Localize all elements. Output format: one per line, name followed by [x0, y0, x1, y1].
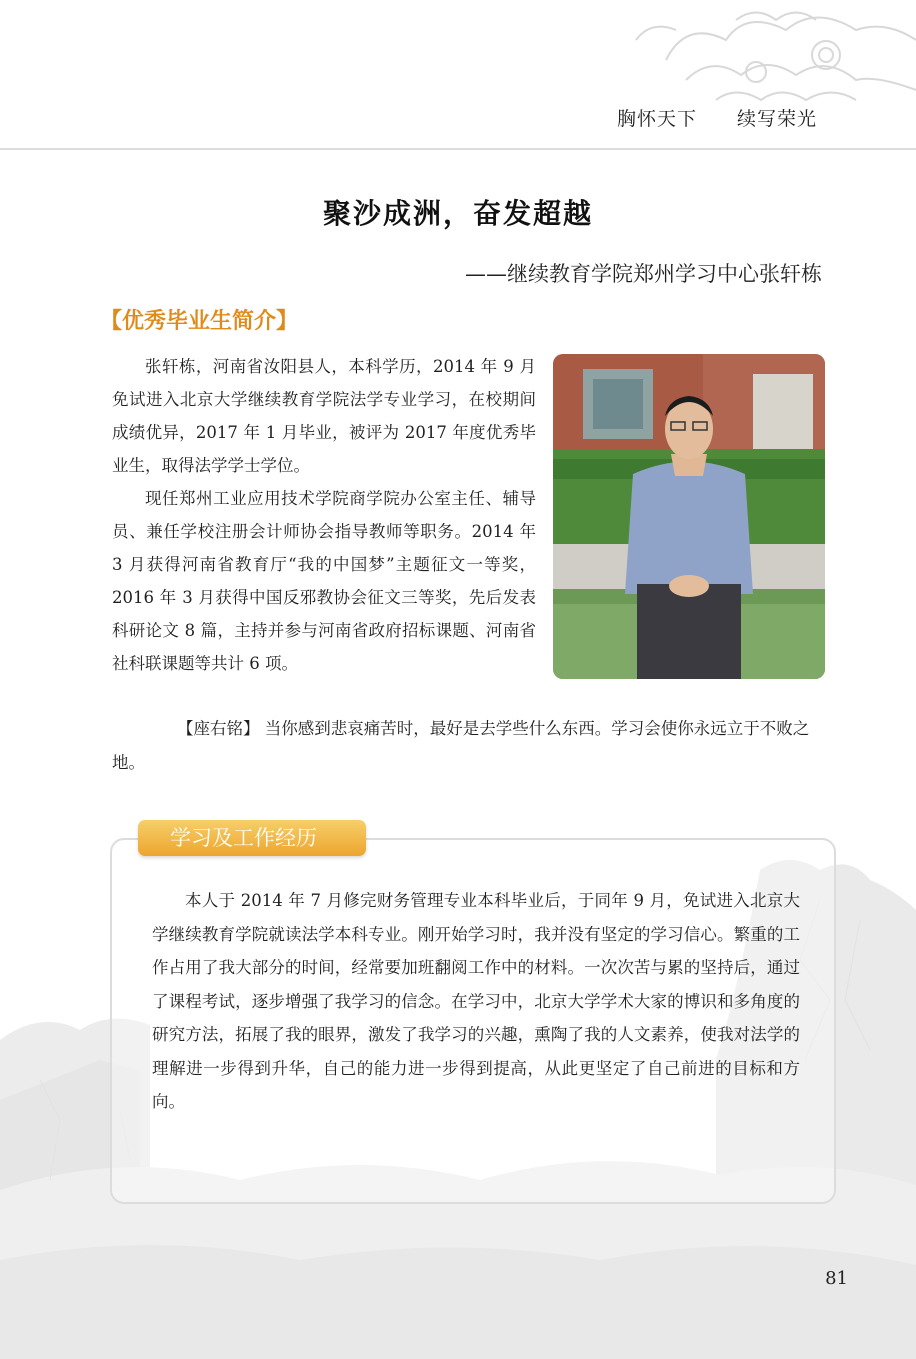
- motto: [112, 712, 832, 780]
- article-title: 聚沙成洲，奋发超越: [322, 197, 593, 230]
- experience-text: 本人于 2014 年 7 月修完财务管理专业本科毕业后，于同年 9 月，免试进入北京大学继续教育学院就读法学本科专业。刚开始学习时，我并没有坚定的学习信心。繁重的工作占用了我大部分的时间，经常要加班翻阅工作中的材料。一次次苦与累的坚持后，通过了课程考试，逐步增强了我学习的信念。在学习中，北京大学学术大家的博识和多角度的研究方法，拓展了我的眼界，激发了我学习的兴趣，熏陶了我的人文素养，使我对法学的理解进一步得到升华，自己的能力进一步得到提高，从此更坚定了自己前进的目标和方向。: [152, 891, 800, 1111]
- header-slogan-left: 胸怀天下: [617, 108, 698, 130]
- graduate-bio: [112, 350, 536, 680]
- page-number: 81: [825, 1268, 848, 1289]
- experience-section-tab: 学习及工作经历: [138, 820, 366, 856]
- intro-section-tag: 【优秀毕业生简介】: [100, 309, 299, 334]
- article-subtitle: ——继续教育学院郑州学习中心张轩栋: [465, 262, 822, 286]
- header-slogan-right: 续写荣光: [737, 108, 818, 130]
- cloud-ornament: [516, 0, 916, 140]
- motto-label: 【座右铭】: [177, 719, 260, 738]
- motto-text: 当你感到悲哀痛苦时，最好是去学些什么东西。学习会使你永远立于不败之地。: [112, 719, 810, 772]
- bio-paragraph: 张轩栋，河南省汝阳县人，本科学历，2014 年 9 月免试进入北京大学继续教育学院法学专业学习，在校期间成绩优异，2017 年 1 月毕业，被评为 2017 年度优秀毕业生，取得法学学士学位。: [112, 357, 536, 475]
- graduate-portrait-photo: [553, 354, 825, 679]
- bio-paragraph: 现任郑州工业应用技术学院商学院办公室主任、辅导员、兼任学校注册会计师协会指导教师等职务。2014 年 3 月获得河南省教育厅“我的中国梦”主题征文一等奖，2016 年 3 月获得中国反邪教协会征文三等奖，先后发表科研论文 8 篇，主持并参与河南省政府招标课题、河南省社科联课题等共计 6 项。: [112, 489, 536, 673]
- header-divider: [0, 148, 916, 150]
- page-header: [0, 0, 916, 148]
